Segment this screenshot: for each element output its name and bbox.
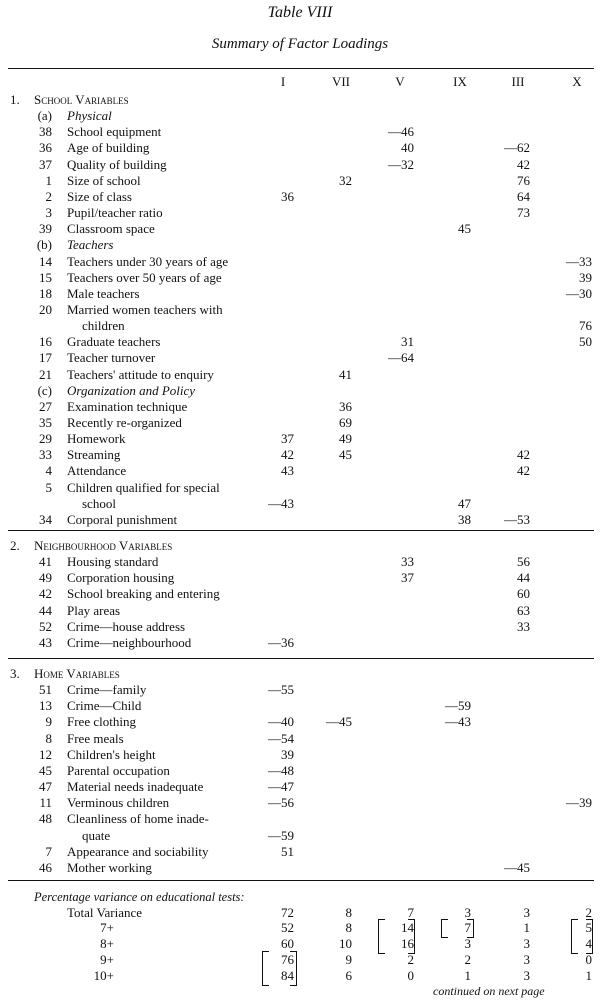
row-label: Pupil/teacher ratio [67, 205, 163, 221]
row-number: 9 [45, 714, 52, 730]
row-label: Cleanliness of home inade- [67, 811, 209, 827]
loading-value-ix: 47 [458, 495, 471, 511]
loading-value-i: —36 [268, 634, 294, 650]
subsection-label: Teachers [67, 237, 114, 253]
row-number: 44 [39, 602, 52, 618]
row-number: 11 [39, 795, 52, 811]
loading-value-iii: 76 [517, 172, 530, 188]
loading-value-v: 37 [401, 570, 414, 586]
loading-value-iii: 64 [517, 188, 530, 204]
row-number: (b) [36, 237, 52, 253]
section-title: Neighbourhood Variables [34, 538, 173, 553]
row-label: Verminous children [67, 795, 170, 811]
row-label: Mother working [67, 859, 152, 875]
loading-value-iii: 42 [517, 447, 530, 463]
loading-value-v: 31 [401, 334, 414, 350]
row-number: 35 [39, 415, 52, 430]
row-label: Married women teachers with [67, 301, 223, 317]
row-label: School breaking and entering [67, 586, 220, 602]
row-number: 14 [39, 253, 52, 269]
row-label: Appearance and sociability [67, 843, 209, 859]
loading-value-vii: 41 [339, 366, 352, 382]
loading-value-i: 51 [281, 843, 294, 859]
loading-value-i: —48 [268, 762, 294, 778]
loading-value-x: 76 [579, 318, 592, 334]
loading-value-x: —30 [566, 285, 592, 301]
loading-value-i: 37 [281, 431, 294, 447]
column-header-x: X [572, 74, 582, 89]
variance-row-label: 8+ [100, 936, 114, 951]
loading-value-iii: 42 [517, 463, 530, 479]
row-number: 47 [39, 779, 52, 795]
variance-value-iii: 1 [523, 920, 530, 935]
variance-value-v: 16 [401, 936, 414, 951]
loading-value-iii: —45 [504, 859, 530, 875]
variance-value-ix: 3 [464, 936, 471, 951]
row-label: Corporal punishment [67, 511, 178, 527]
row-number: 52 [39, 618, 52, 634]
row-number: 49 [39, 570, 52, 586]
variance-value-ix: 2 [464, 952, 471, 967]
bracket-right [467, 919, 474, 938]
row-number: 20 [39, 301, 52, 317]
row-number: 33 [39, 447, 52, 463]
row-label: Teachers under 30 years of age [67, 253, 229, 269]
row-number: 46 [39, 859, 52, 875]
variance-value-x: 4 [585, 936, 592, 951]
variance-value-iii: 3 [523, 952, 530, 967]
loading-value-iii: 63 [517, 602, 530, 618]
loading-value-i: 36 [281, 188, 294, 204]
loading-value-i: 39 [281, 746, 294, 762]
row-number: 36 [39, 140, 52, 156]
loading-value-vii: 69 [339, 415, 352, 430]
row-number: 15 [39, 269, 52, 285]
variance-row-label: 9+ [100, 952, 114, 967]
loading-value-i: —59 [268, 827, 294, 843]
variance-value-x: 0 [585, 952, 592, 967]
row-label: Attendance [67, 463, 127, 479]
section-divider [8, 658, 594, 659]
row-label: Play areas [67, 602, 121, 618]
row-number: 3 [45, 205, 52, 221]
variance-value-v: 14 [401, 920, 414, 935]
row-number: 39 [39, 221, 52, 237]
row-number: 34 [39, 511, 52, 527]
section-divider [8, 880, 594, 881]
loading-value-i: —54 [268, 730, 294, 746]
loading-value-i: —56 [268, 795, 294, 811]
loading-value-i: —47 [268, 779, 294, 795]
bracket-left [262, 951, 269, 986]
row-number: 42 [39, 586, 52, 602]
row-number: 8 [45, 730, 52, 746]
row-label: Material needs inadequate [67, 779, 204, 795]
loading-value-vii: 32 [339, 172, 352, 188]
variance-value-vii: 8 [345, 920, 352, 935]
row-number: 43 [39, 634, 52, 650]
row-label: Crime—neighbourhood [67, 634, 192, 650]
variance-value-i: 52 [281, 920, 294, 935]
row-number: 27 [39, 398, 52, 414]
row-label: Crime—Child [67, 698, 142, 714]
variance-row-label: 10+ [93, 968, 114, 983]
variance-value-vii: 10 [339, 936, 352, 951]
column-header-v: V [395, 74, 405, 89]
subsection-label: Organization and Policy [67, 382, 196, 398]
row-label: Male teachers [67, 285, 140, 301]
row-number: 17 [39, 350, 52, 366]
row-number: 29 [39, 431, 52, 447]
row-label: Parental occupation [67, 762, 170, 778]
variance-value-x: 1 [585, 968, 592, 983]
row-label: School equipment [67, 124, 162, 140]
row-label: Teachers' attitude to enquiry [67, 366, 214, 382]
row-number: 5 [45, 479, 52, 495]
row-number: (a) [37, 108, 52, 124]
loading-value-i: 43 [281, 463, 294, 479]
row-number: 41 [39, 554, 52, 570]
row-number: 16 [39, 334, 52, 350]
variance-value-ix: 1 [464, 968, 471, 983]
loading-value-vii: 45 [339, 447, 352, 463]
bracket-left [571, 919, 578, 954]
table-subtitle: Summary of Factor Loadings [211, 36, 389, 52]
variance-value-x: 5 [585, 920, 592, 935]
row-label: Examination technique [67, 398, 188, 414]
table-title: Table VIII [267, 4, 333, 21]
loading-value-i: —55 [268, 682, 294, 698]
column-header-ix: IX [453, 74, 467, 89]
row-number: 12 [39, 746, 52, 762]
row-label: Age of building [67, 140, 150, 156]
row-label: Graduate teachers [67, 334, 161, 350]
loading-value-iii: —62 [504, 140, 530, 156]
loading-value-x: 50 [579, 334, 592, 350]
row-number: (c) [37, 382, 52, 398]
continued-note: continued on next page [433, 984, 545, 998]
row-label: children [82, 318, 125, 334]
top-rule [8, 68, 594, 69]
variance-value-v: 7 [407, 905, 414, 920]
loading-value-v: —32 [388, 156, 414, 172]
loading-value-iii: 33 [517, 618, 530, 634]
row-label: Crime—family [67, 682, 147, 698]
loading-value-i: 42 [281, 447, 294, 463]
variance-value-ix: 3 [464, 905, 471, 920]
loading-value-x: —39 [566, 795, 592, 811]
loading-value-ix: 38 [458, 511, 471, 527]
row-number: 1 [45, 172, 52, 188]
row-number: 45 [39, 762, 52, 778]
loading-value-v: —46 [388, 124, 414, 140]
row-label: Teachers over 50 years of age [67, 269, 222, 285]
row-label: Teacher turnover [67, 350, 156, 366]
section-number: 2. [10, 538, 20, 553]
variance-value-i: 60 [281, 936, 294, 951]
row-number: 13 [39, 698, 52, 714]
row-label: Children qualified for special [67, 479, 220, 495]
loading-value-iii: 73 [517, 205, 530, 221]
bracket-left [378, 919, 385, 954]
row-number: 18 [39, 285, 52, 301]
row-label: Homework [67, 431, 126, 447]
column-header-vii: VII [331, 74, 351, 89]
row-number: 37 [39, 156, 52, 172]
variance-value-v: 2 [407, 952, 414, 967]
subsection-label: Physical [67, 108, 112, 124]
section-number: 1. [10, 92, 20, 107]
bracket-left [441, 919, 448, 938]
loading-value-iii: 56 [517, 554, 530, 570]
loading-value-v: —64 [388, 350, 414, 366]
row-label: Children's height [67, 746, 156, 762]
loading-value-iii: 44 [517, 570, 530, 586]
variance-value-i: 72 [281, 905, 294, 920]
bracket-right [586, 919, 593, 954]
variance-value-v: 0 [407, 968, 414, 983]
section-title: Home Variables [34, 666, 120, 681]
bracket-right [408, 919, 415, 954]
row-number: 51 [39, 682, 52, 698]
section-number: 3. [10, 666, 20, 681]
section-divider [8, 530, 594, 531]
variance-value-ix: 7 [464, 920, 471, 935]
loading-value-i: —43 [268, 495, 294, 511]
row-label: Recently re-organized [67, 415, 182, 430]
variance-value-i: 76 [281, 952, 294, 967]
loading-value-iii: 42 [517, 156, 530, 172]
row-label: Streaming [67, 447, 121, 463]
variance-value-iii: 3 [523, 936, 530, 951]
row-label: Size of class [67, 188, 132, 204]
row-label: Classroom space [67, 221, 155, 237]
loading-value-ix: —43 [445, 714, 471, 730]
row-number: 7 [45, 843, 52, 859]
loading-value-i: —40 [268, 714, 294, 730]
column-header-iii: III [511, 74, 525, 89]
row-number: 2 [45, 188, 52, 204]
loading-value-iii: —53 [504, 511, 530, 527]
row-label: Free meals [67, 730, 124, 746]
row-label: Housing standard [67, 554, 159, 570]
row-number: 48 [39, 811, 52, 827]
variance-row-label: Total Variance [67, 905, 143, 920]
variance-value-vii: 8 [345, 905, 352, 920]
loading-value-vii: 49 [339, 431, 352, 447]
column-header-i: I [280, 74, 286, 89]
row-label: Size of school [67, 172, 141, 188]
row-number: 38 [39, 124, 52, 140]
loading-value-ix: 45 [458, 221, 471, 237]
row-label: school [82, 495, 116, 511]
bracket-right [290, 951, 297, 986]
loading-value-x: —33 [566, 253, 592, 269]
row-label: Free clothing [67, 714, 136, 730]
row-label: quate [82, 827, 111, 843]
row-label: Quality of building [67, 156, 167, 172]
row-label: Corporation housing [67, 570, 175, 586]
variance-value-iii: 3 [523, 905, 530, 920]
variance-value-x: 2 [585, 905, 592, 920]
row-number: 21 [39, 366, 52, 382]
section-title: School Variables [34, 92, 129, 107]
variance-heading: Percentage variance on educational tests: [34, 890, 245, 904]
loading-value-ix: —59 [445, 698, 471, 714]
variance-value-i: 84 [281, 968, 294, 983]
loading-value-x: 39 [579, 269, 592, 285]
variance-row-label: 7+ [100, 920, 114, 935]
loading-value-iii: 60 [517, 586, 530, 602]
loading-value-v: 40 [401, 140, 414, 156]
loading-value-vii: —45 [326, 714, 352, 730]
variance-value-vii: 9 [345, 952, 352, 967]
row-label: Crime—house address [67, 618, 186, 634]
loading-value-v: 33 [401, 554, 414, 570]
loading-value-vii: 36 [339, 398, 352, 414]
row-number: 4 [45, 463, 52, 479]
variance-value-vii: 6 [345, 968, 352, 983]
variance-value-iii: 3 [523, 968, 530, 983]
